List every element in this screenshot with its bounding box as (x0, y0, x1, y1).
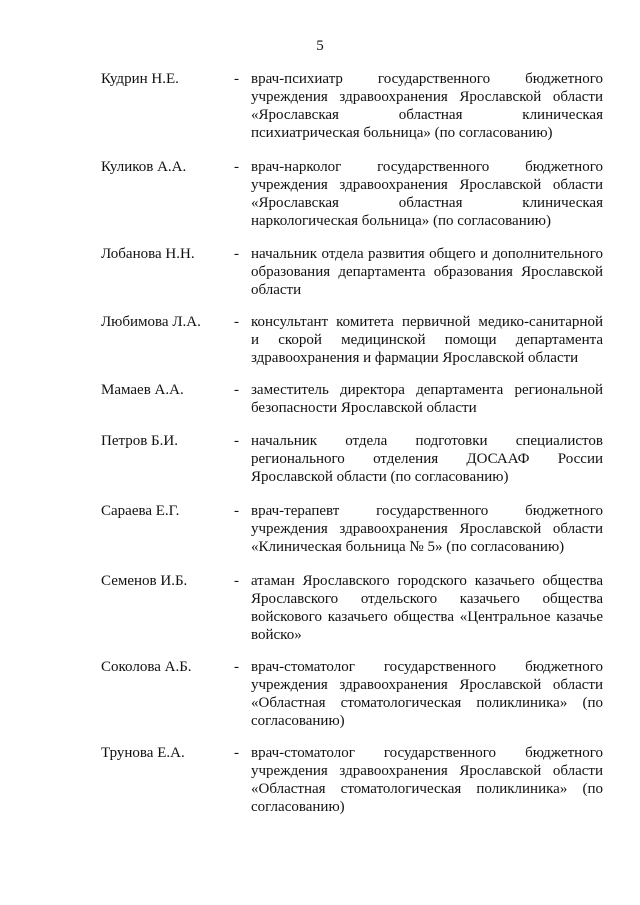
description-line: консультант комитета первичной медико-санитарной (251, 314, 603, 330)
description-line: врач-стоматолог государственного бюджетного (251, 745, 603, 761)
description-line: учреждения здравоохранения Ярославской области (251, 763, 603, 779)
description-line: врач-стоматолог государственного бюджетного (251, 659, 603, 675)
description-line: учреждения здравоохранения Ярославской области (251, 177, 603, 193)
description-line: врач-психиатр государственного бюджетного (251, 71, 603, 87)
person-name: Куликов А.А. (101, 159, 187, 175)
description-line: «Ярославская областная клиническая (251, 195, 603, 211)
entry-dash: - (234, 246, 239, 262)
person-name: Любимова Л.А. (101, 314, 201, 330)
description-line: образования департамента образования Ярославской (251, 264, 603, 280)
person-name: Трунова Е.А. (101, 745, 185, 761)
person-name: Кудрин Н.Е. (101, 71, 179, 87)
person-name: Семенов И.Б. (101, 573, 188, 589)
person-name: Лобанова Н.Н. (101, 246, 195, 262)
description-line: атаман Ярославского городского казачьего общества (251, 573, 603, 589)
description-line: Ярославского отдельского казачьего общества (251, 591, 603, 607)
entry-dash: - (234, 745, 239, 761)
entry-dash: - (234, 659, 239, 675)
entry-dash: - (234, 503, 239, 519)
position-description (251, 158, 603, 230)
description-line: учреждения здравоохранения Ярославской области (251, 89, 603, 105)
description-line: согласованию) (251, 799, 345, 815)
description-line: заместитель директора департамента региональной (251, 382, 603, 398)
description-line: безопасности Ярославской области (251, 400, 477, 416)
position-description (251, 658, 603, 730)
position-description (251, 744, 603, 816)
description-line: «Ярославская областная клиническая (251, 107, 603, 123)
description-line: «Областная стоматологическая поликлиника» (по (251, 695, 603, 711)
person-name: Петров Б.И. (101, 433, 179, 449)
entry-dash: - (234, 433, 239, 449)
description-line: начальник отдела подготовки специалистов (251, 433, 603, 449)
description-line: учреждения здравоохранения Ярославской области (251, 521, 603, 537)
position-description (251, 70, 603, 142)
description-line: врач-нарколог государственного бюджетного (251, 159, 603, 175)
person-name: Мамаев А.А. (101, 382, 184, 398)
entry-dash: - (234, 314, 239, 330)
person-name: Соколова А.Б. (101, 659, 192, 675)
description-line: согласованию) (251, 713, 345, 729)
description-line: войскового казачьего общества «Центральное казачье (251, 609, 603, 625)
position-description (251, 502, 603, 556)
description-line: врач-терапевт государственного бюджетного (251, 503, 603, 519)
entry-dash: - (234, 71, 239, 87)
description-line: здравоохранения и фармации Ярославской области (251, 350, 579, 366)
description-line: начальник отдела развития общего и дополнительного (251, 246, 603, 262)
description-line: войско» (251, 627, 302, 643)
description-line: «Областная стоматологическая поликлиника» (по (251, 781, 603, 797)
description-line: регионального отделения ДОСААФ России (251, 451, 603, 467)
description-line: и скорой медицинской помощи департамента (251, 332, 603, 348)
description-line: «Клиническая больница № 5» (по согласованию) (251, 539, 565, 555)
position-description (251, 572, 603, 644)
description-line: учреждения здравоохранения Ярославской области (251, 677, 603, 693)
position-description (251, 432, 603, 486)
entry-dash: - (234, 382, 239, 398)
position-description (251, 381, 603, 417)
description-line: психиатрическая больница» (по согласованию) (251, 125, 553, 141)
description-line: области (251, 282, 302, 298)
person-name: Сараева Е.Г. (101, 503, 180, 519)
description-line: Ярославской области (по согласованию) (251, 469, 509, 485)
position-description (251, 313, 603, 367)
entry-dash: - (234, 159, 239, 175)
position-description (251, 245, 603, 299)
entry-dash: - (234, 573, 239, 589)
description-line: наркологическая больница» (по согласованию) (251, 213, 551, 229)
page-number: 5 (316, 38, 324, 54)
